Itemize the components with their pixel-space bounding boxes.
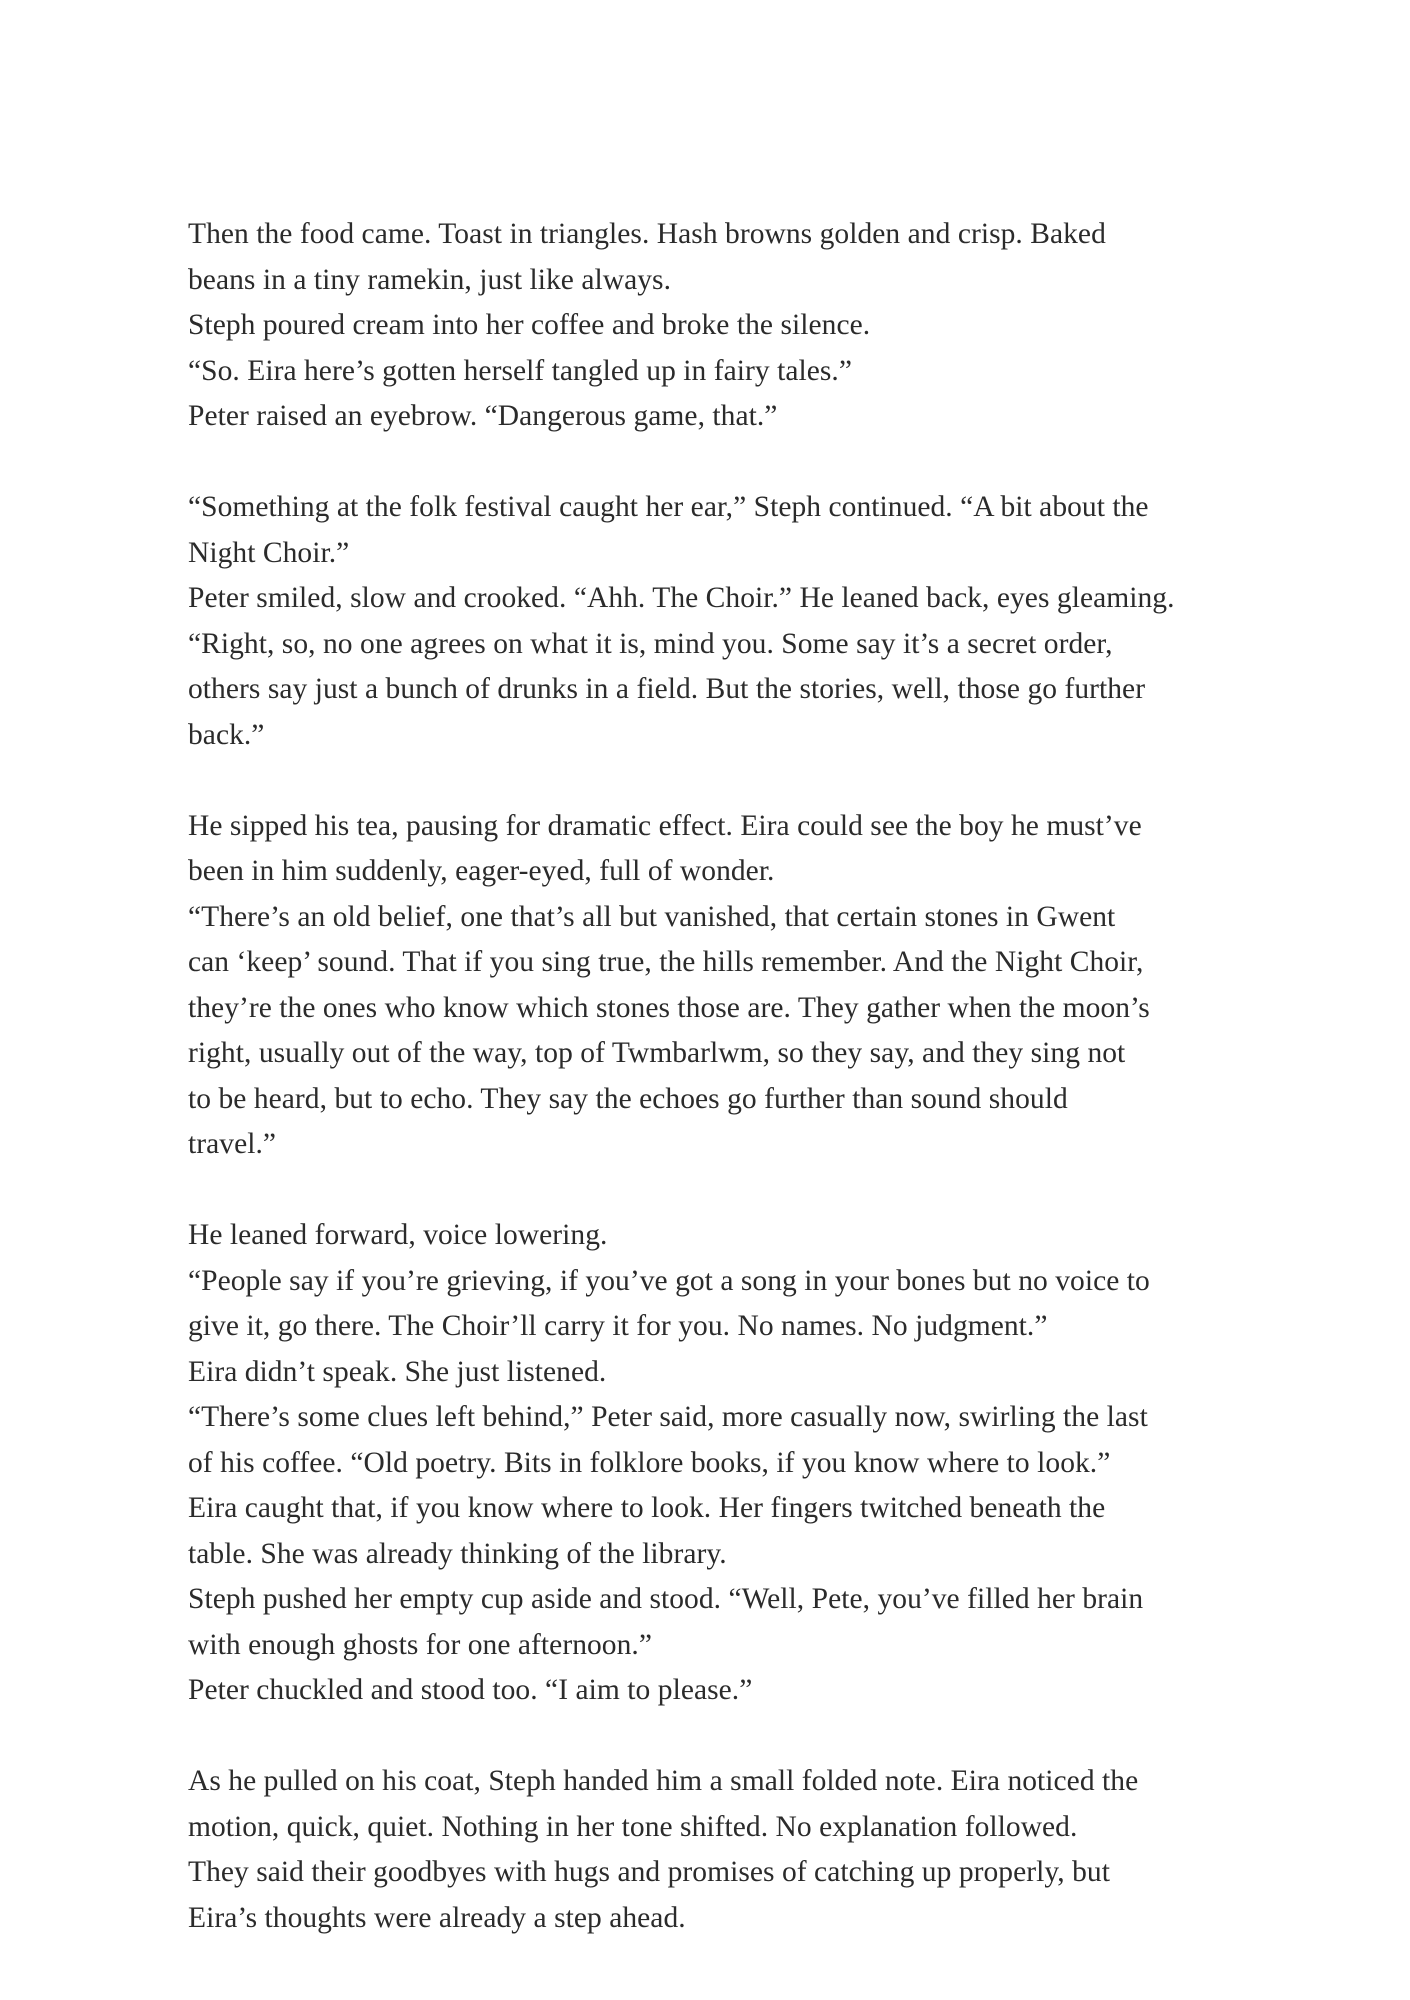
text-line: travel.” <box>188 1128 277 1160</box>
text-line: Eira’s thoughts were already a step ahead. <box>188 1901 686 1934</box>
text-line: “Right, so, no one agrees on what it is, mind you. Some say it’s a secret order, <box>188 627 1113 660</box>
text-line: He leaned forward, voice lowering. <box>188 1219 608 1251</box>
text-line: Peter chuckled and stood too. “I aim to please.” <box>188 1674 753 1706</box>
paragraph-1 <box>188 212 1238 440</box>
text-line: motion, quick, quiet. Nothing in her tone shifted. No explanation followed. <box>188 1810 1078 1843</box>
text-line: beans in a tiny ramekin, just like always. <box>188 263 672 296</box>
paragraph-5 <box>188 1759 1238 1941</box>
text-line: “There’s some clues left behind,” Peter said, more casually now, swirling the last <box>188 1401 1148 1433</box>
text-line: give it, go there. The Choir’ll carry it for you. No names. No judgment.” <box>188 1310 1048 1342</box>
paragraph-gap <box>188 1714 1238 1760</box>
text-line: “So. Eira here’s gotten herself tangled up in fairy tales.” <box>188 354 853 387</box>
paragraph-gap <box>188 440 1238 486</box>
text-line: back.” <box>188 718 265 751</box>
text-line: they’re the ones who know which stones those are. They gather when the moon’s <box>188 991 1150 1024</box>
text-line: Steph poured cream into her coffee and broke the silence. <box>188 309 871 341</box>
text-line: to be heard, but to echo. They say the echoes go further than sound should <box>188 1082 1068 1115</box>
text-line: They said their goodbyes with hugs and promises of catching up properly, but <box>188 1856 1110 1888</box>
text-line: As he pulled on his coat, Steph handed him a small folded note. Eira noticed the <box>188 1765 1139 1797</box>
text-line: table. She was already thinking of the library. <box>188 1537 727 1570</box>
paragraph-4 <box>188 1213 1238 1714</box>
paragraph-2 <box>188 485 1238 758</box>
text-line: Eira caught that, if you know where to look. Her fingers twitched beneath the <box>188 1492 1106 1524</box>
text-line: “Something at the folk festival caught her ear,” Steph continued. “A bit about the <box>188 491 1149 523</box>
text-line: can ‘keep’ sound. That if you sing true, the hills remember. And the Night Choir, <box>188 946 1144 978</box>
text-line: right, usually out of the way, top of Twmbarlwm, so they say, and they sing not <box>188 1037 1126 1069</box>
text-line: Eira didn’t speak. She just listened. <box>188 1355 607 1388</box>
paragraph-3 <box>188 804 1238 1168</box>
text-line: “People say if you’re grieving, if you’ve got a song in your bones but no voice to <box>188 1264 1150 1297</box>
text-line: been in him suddenly, eager-eyed, full of wonder. <box>188 855 775 887</box>
text-line: others say just a bunch of drunks in a field. But the stories, well, those go further <box>188 673 1146 705</box>
text-line: Peter raised an eyebrow. “Dangerous game, that.” <box>188 400 778 432</box>
text-line: He sipped his tea, pausing for dramatic effect. Eira could see the boy he must’ve <box>188 809 1142 842</box>
body-text <box>188 212 1238 1941</box>
text-line: “There’s an old belief, one that’s all but vanished, that certain stones in Gwent <box>188 900 1116 933</box>
text-line: Night Choir.” <box>188 536 350 569</box>
text-line: Then the food came. Toast in triangles. Hash browns golden and crisp. Baked <box>188 218 1106 250</box>
paragraph-gap <box>188 758 1238 804</box>
paragraph-gap <box>188 1168 1238 1214</box>
text-line: of his coffee. “Old poetry. Bits in folklore books, if you know where to look.” <box>188 1446 1111 1479</box>
text-line: Peter smiled, slow and crooked. “Ahh. The Choir.” He leaned back, eyes gleaming. <box>188 582 1175 614</box>
text-line: Steph pushed her empty cup aside and stood. “Well, Pete, you’ve filled her brain <box>188 1583 1144 1615</box>
text-line: with enough ghosts for one afternoon.” <box>188 1628 652 1661</box>
